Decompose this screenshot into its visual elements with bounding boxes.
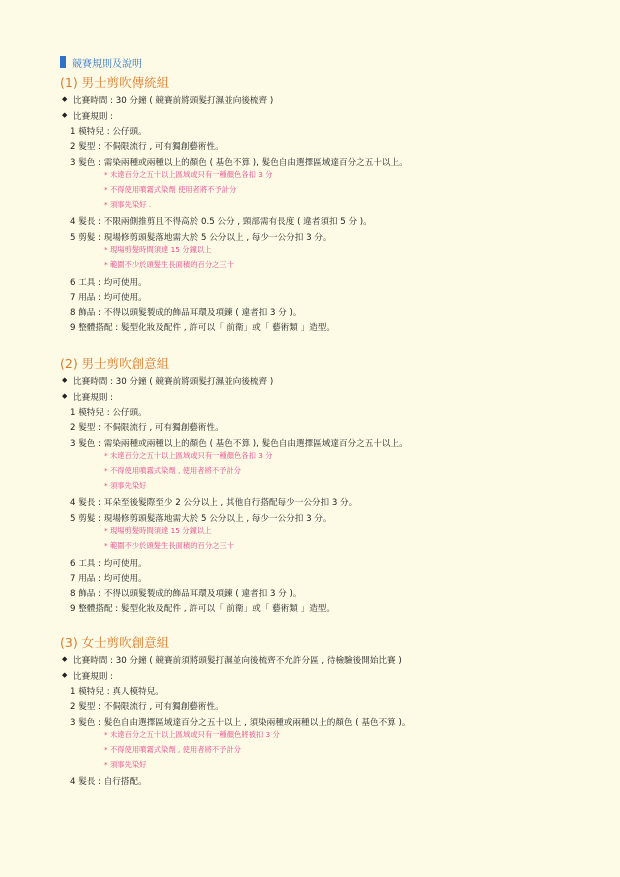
- rule-item: 7 用品 : 均可使用。: [70, 573, 147, 584]
- rule-item: 5 剪髮 : 現場修剪頭髮落地需大於 5 公分以上 , 每少一公分扣 3 分。: [70, 513, 332, 524]
- section-title: (3) 女士剪吹創意組: [60, 635, 170, 650]
- rule-note: * 須事先染好 .: [104, 199, 152, 209]
- rule-item: 8 飾品 : 不得以頭髮製成的飾品耳環及項鍊 ( 違者扣 3 分 )。: [70, 589, 302, 600]
- section-title: (1) 男士剪吹傳統組: [60, 75, 170, 90]
- rule-item: 2 髮型 : 不侷限流行 , 可有獨創藝術性。: [70, 423, 224, 434]
- rule-item: 8 飾品 : 不得以頭髮製成的飾品耳環及項鍊 ( 違者扣 3 分 )。: [70, 308, 302, 319]
- rule-item: 1 模特兒 : 公仔頭。: [70, 127, 147, 137]
- rule-item: 4 髮長 : 耳朵至後髮際至少 2 公分以上 , 其他自行搭配每少一公分扣 3 分。: [70, 498, 358, 509]
- rule-note: * 須事先染好: [104, 759, 147, 769]
- rule-item: 3 髮色 : 髮色自由選擇區域達百分之五十以上 , 須染兩種或兩種以上的顏色 ( 基色不算 )。: [70, 717, 411, 728]
- bullet-text: 比賽規則 :: [73, 392, 114, 403]
- rule-note: * 未達百分之五十以上區域或只有一種顏色將被扣 3 分: [104, 729, 280, 739]
- diamond-bullet-icon: ◆: [62, 391, 68, 400]
- rule-note: * 範圍不少於頭髮生長面積的百分之三十: [104, 540, 235, 550]
- rules-header: [60, 55, 142, 69]
- bullet-text: 比賽規則 :: [73, 111, 114, 122]
- rule-item: 7 用品 : 均可使用。: [70, 292, 147, 303]
- rule-note: * 須事先染好: [104, 480, 147, 490]
- rule-item: 1 模特兒 : 公仔頭。: [70, 408, 147, 418]
- rule-item: 3 髮色 : 需染兩種或兩種以上的顏色 ( 基色不算 ), 髮色自由選擇區域達百分之五十以上。: [70, 157, 408, 168]
- bullet-text: 比賽時間 : 30 分鐘 ( 競賽前將頭髮打濕並向後梳齊 ): [73, 96, 274, 106]
- diamond-bullet-icon: ◆: [62, 670, 68, 679]
- bullet-text: 比賽時間 : 30 分鐘 ( 競賽前須將頭髮打濕並向後梳齊不允許分區 , 待檢驗後開始比賽 ): [73, 656, 402, 666]
- bullet-text: 比賽時間 : 30 分鐘 ( 競賽前將頭髮打濕並向後梳齊 ): [73, 377, 274, 387]
- rule-item: 1 模特兒 : 真人模特兒。: [70, 687, 164, 697]
- rule-note: * 現場剪髮時間須達 15 分鐘以上: [104, 244, 212, 254]
- bullet-text: 比賽規則 :: [73, 671, 114, 682]
- rule-note: * 不得使用噴霧式染劑 使用者將不予計分: [104, 184, 237, 194]
- rule-note: * 範圍不少於頭髮生長面積的百分之三十: [104, 259, 235, 269]
- rule-note: * 未達百分之五十以上區域或只有一種顏色各扣 3 分: [104, 450, 273, 460]
- rule-item: 2 髮型 : 不侷限流行 , 可有獨創藝術性。: [70, 702, 224, 713]
- rule-item: 4 髮長 : 自行搭配。: [70, 777, 147, 788]
- diamond-bullet-icon: ◆: [62, 376, 68, 384]
- rule-item: 5 剪髮 : 現場修剪頭髮落地需大於 5 公分以上 , 每少一公分扣 3 分。: [70, 232, 332, 243]
- header-title: 競賽規則及說明: [72, 58, 142, 70]
- rule-item: 4 髮長 : 不限兩側推剪且不得高於 0.5 公分 , 頸部需有長度 ( 違者須扣 5 分 )。: [70, 217, 372, 228]
- rule-note: * 現場剪髮時間須達 15 分鐘以上: [104, 525, 212, 535]
- rule-item: 9 整體搭配 : 髮型化妝及配件 , 許可以「 前衛」或「 藝術類 」造型。: [70, 323, 335, 334]
- diamond-bullet-icon: ◆: [62, 95, 68, 103]
- rule-item: 6 工具 : 均可使用。: [70, 277, 147, 288]
- rule-note: * 不得使用噴霧式染劑 , 使用者將不予計分: [104, 744, 241, 754]
- header-accent-bar: [60, 56, 66, 68]
- rule-item: 9 整體搭配 : 髮型化妝及配件 , 許可以「 前衛」或「 藝術類 」造型。: [70, 604, 335, 615]
- rule-item: 2 髮型 : 不侷限流行 , 可有獨創藝術性。: [70, 142, 224, 153]
- diamond-bullet-icon: ◆: [62, 655, 68, 663]
- section-title: (2) 男士剪吹創意組: [60, 356, 170, 371]
- rule-note: * 不得使用噴霧式染劑 , 使用者將不予計分: [104, 465, 241, 475]
- rule-note: * 未達百分之五十以上區域或只有一種顏色各扣 3 分: [104, 169, 273, 179]
- rule-item: 6 工具 : 均可使用。: [70, 558, 147, 569]
- rule-item: 3 髮色 : 需染兩種或兩種以上的顏色 ( 基色不算 ), 髮色自由選擇區域達百分之五十以上。: [70, 438, 408, 449]
- diamond-bullet-icon: ◆: [62, 110, 68, 119]
